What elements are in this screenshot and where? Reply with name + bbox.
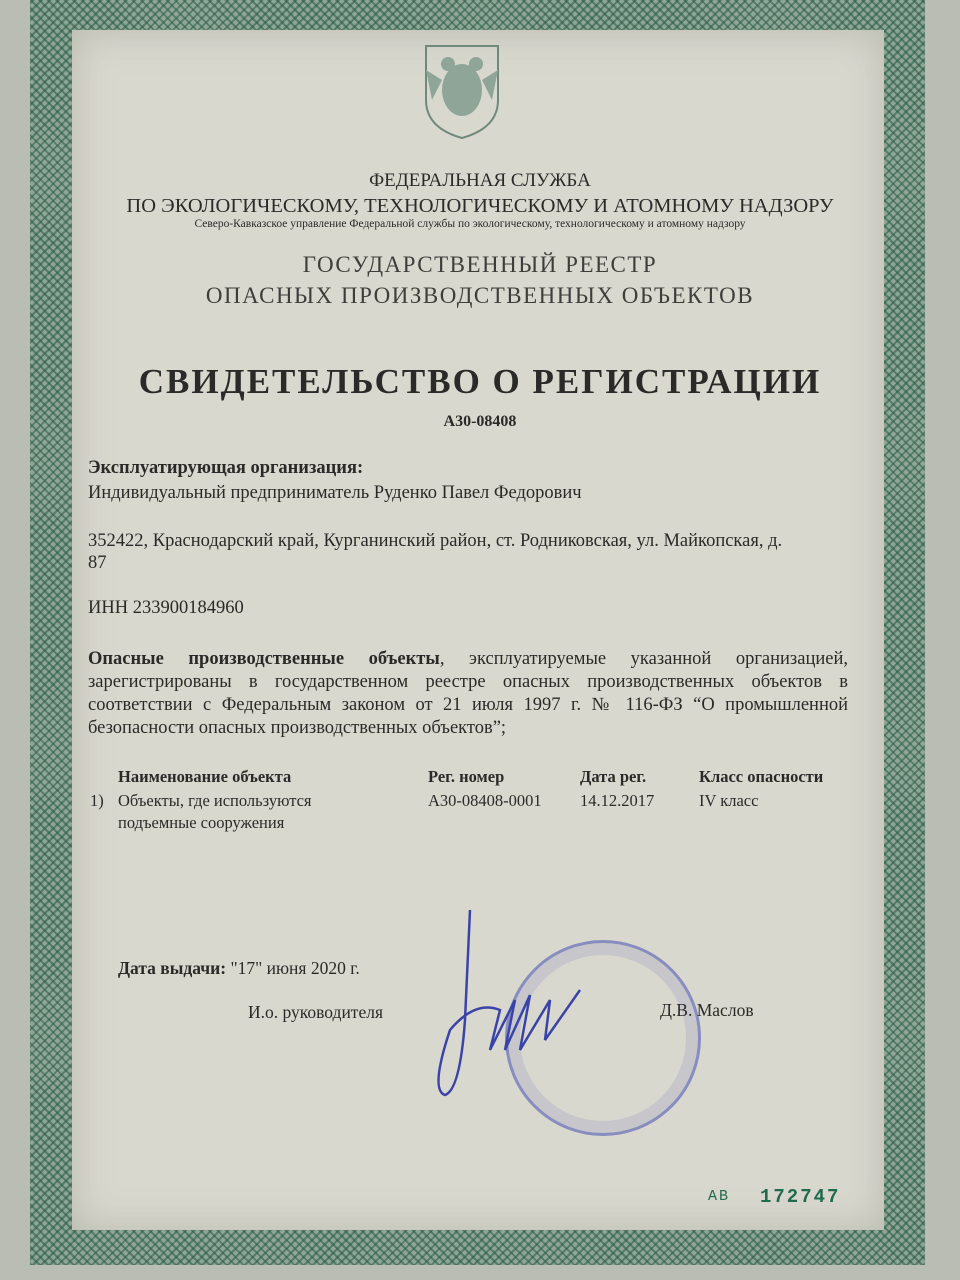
issue-date-line — [118, 958, 360, 979]
signatory-position: И.о. руководителя — [248, 1002, 384, 1022]
serial-number: 172747 — [760, 1186, 841, 1208]
signatory-name: Д.В. Маслов — [660, 1000, 754, 1020]
signature — [420, 900, 590, 1110]
series-code: АВ — [708, 1188, 731, 1205]
registry-line-2: ОПАСНЫХ ПРОИЗВОДСТВЕННЫХ ОБЪЕКТОВ — [205, 283, 755, 308]
organization-address-2: 87 — [88, 553, 107, 573]
department-line: Северо-Кавказское управление Федеральной службы по экологическому, технологическому и атомному надзору — [194, 218, 746, 230]
header-reg-number: Рег. номер — [428, 767, 505, 786]
header-object-name: Наименование объекта — [118, 767, 292, 786]
header-hazard-class: Класс опасности — [699, 767, 824, 786]
statement-paragraph — [88, 648, 848, 740]
issue-date-label: Дата выдачи: — [118, 958, 227, 978]
row-object-name-2: подъемные сооружения — [118, 813, 285, 832]
certificate-title: СВИДЕТЕЛЬСТВО О РЕГИСТРАЦИИ — [138, 362, 822, 401]
row-index: 1) — [90, 791, 104, 810]
organization-inn: ИНН 233900184960 — [88, 598, 244, 618]
row-reg-number: А30-08408-0001 — [428, 791, 542, 810]
header-reg-date: Дата рег. — [580, 767, 647, 786]
row-reg-date: 14.12.2017 — [580, 791, 655, 810]
organization-name: Индивидуальный предприниматель Руденко Павел Федорович — [88, 483, 582, 503]
certificate-number: А30-08408 — [443, 413, 517, 430]
statement-text: , эксплуатируемые указанной организацией, зарегистрированы в государственном реестре опасных производственных объектов в соответствии с Федеральным законом от 21 июля 1997 г. № 116-ФЗ “О промышленной безопасности опасных производственных объектов”; — [88, 649, 848, 738]
registry-line-1: ГОСУДАРСТВЕННЫЙ РЕЕСТР — [302, 252, 658, 277]
service-line-2: ПО ЭКОЛОГИЧЕСКОМУ, ТЕХНОЛОГИЧЕСКОМУ И АТОМНОМУ НАДЗОРУ — [126, 195, 834, 217]
service-line-1: ФЕДЕРАЛЬНАЯ СЛУЖБА — [369, 170, 591, 191]
row-object-name-1: Объекты, где используются — [118, 791, 312, 810]
issue-date: "17" июня 2020 г. — [230, 958, 360, 978]
row-hazard-class: IV класс — [699, 791, 759, 810]
coat-of-arms-emblem — [418, 40, 506, 140]
organization-address-1: 352422, Краснодарский край, Курганинский район, ст. Родниковская, ул. Майкопская, д. — [88, 531, 783, 551]
organization-label: Эксплуатирующая организация: — [88, 458, 364, 478]
statement-bold: Опасные производственные объекты — [88, 649, 440, 669]
